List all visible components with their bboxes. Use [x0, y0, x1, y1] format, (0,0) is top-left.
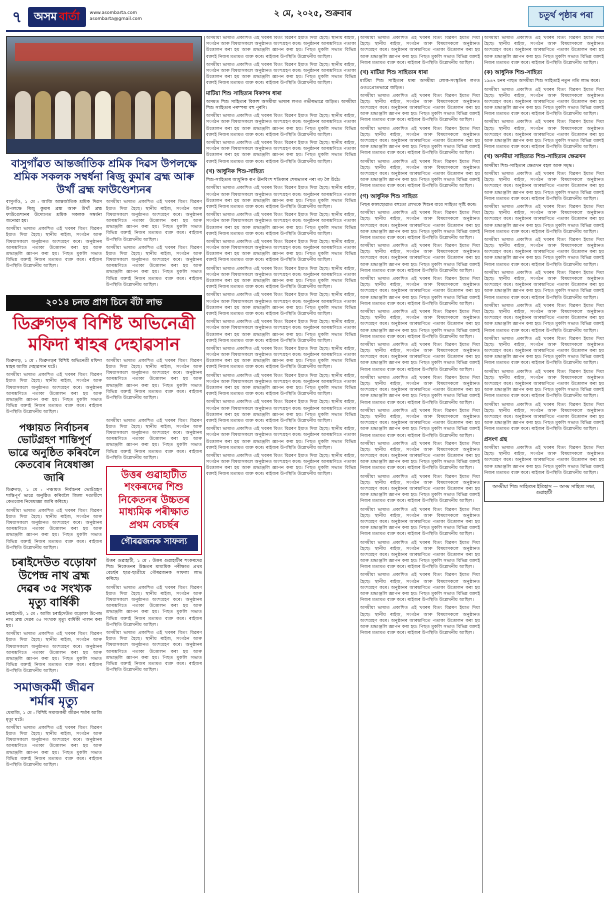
column-4: অসমীয়া ভাষাত প্ৰকাশিত এই খবৰৰ বিতং বিৱৰণ ইয়াত দিয়া হৈছে। স্থানীয় ৰাইজ, সংগঠন আৰু বিষয়াসকলে অনুষ্ঠানত অংশগ্ৰহণ কৰে। অনুষ্ঠানৰ আৰম্ভণিতে পতাকা উত্তোলন কৰা হয় আৰু শ্ৰদ্ধাঞ্জলি জ্ঞাপন কৰা হয়। পিছত মুকলি সভাত বিভিন্ন বক্তাই নিজৰ মতামত ব্যক্ত কৰে। ৰাইজৰ উপস্থিতি উল্লেখনীয় আছিল। (ক) আধুনিক শিশু-সাহিত্য ১৯৪৭ চনৰ পাছত অসমীয়া শিশু সাহিত্যই নতুন গতি লাভ কৰে। অসমীয়া ভাষাত প্ৰকাশিত এই খবৰৰ বিতং বিৱৰণ ইয়াত দিয়া হৈছে। স্থানীয় ৰাইজ, সংগঠন আৰু বিষয়াসকলে অনুষ্ঠানত অংশগ্ৰহণ কৰে। অনুষ্ঠানৰ আৰম্ভণিতে পতাকা উত্তোলন কৰা হয় আৰু শ্ৰদ্ধাঞ্জলি জ্ঞাপন কৰা হয়। পিছত মুকলি সভাত বিভিন্ন বক্তাই নিজৰ মতামত ব্যক্ত কৰে। ৰাইজৰ উপস্থিতি উল্লেখনীয় আছিল। অসমীয়া ভাষাত প্ৰকাশিত এই খবৰৰ বিতং বিৱৰণ ইয়াত দিয়া হৈছে। স্থানীয় ৰাইজ, সংগঠন আৰু বিষয়াসকলে অনুষ্ঠানত অংশগ্ৰহণ কৰে। অনুষ্ঠানৰ আৰম্ভণিতে পতাকা উত্তোলন কৰা হয় আৰু শ্ৰদ্ধাঞ্জলি জ্ঞাপন কৰা হয়। পিছত মুকলি সভাত বিভিন্ন বক্তাই নিজৰ মতামত ব্যক্ত কৰে। ৰাইজৰ উপস্থিতি উল্লেখনীয় আছিল। (খ) অসমীয়া সাহিত্যত শিশু-সাহিত্যৰ ক্ষেত্ৰখন অসমীয়া শিশু-সাহিত্যৰ ক্ষেত্ৰখন বহল আৰু সমৃদ্ধ। অসমীয়া ভাষাত প্ৰকাশিত এই খবৰৰ বিতং বিৱৰণ ইয়াত দিয়া হৈছে। স্থানীয় ৰাইজ, সংগঠন আৰু বিষয়াসকলে অনুষ্ঠানত অংশগ্ৰহণ কৰে। অনুষ্ঠানৰ আৰম্ভণিতে পতাকা উত্তোলন কৰা হয় আৰু শ্ৰদ্ধাঞ্জলি জ্ঞাপন কৰা হয়। পিছত মুকলি সভাত বিভিন্ন বক্তাই নিজৰ মতামত ব্যক্ত কৰে। ৰাইজৰ উপস্থিতি উল্লেখনীয় আছিল। অসমীয়া ভাষাত প্ৰকাশিত এই খবৰৰ বিতং বিৱৰণ ইয়াত দিয়া হৈছে। স্থানীয় ৰাইজ, সংগঠন আৰু বিষয়াসকলে অনুষ্ঠানত অংশগ্ৰহণ কৰে। অনুষ্ঠানৰ আৰম্ভণিতে পতাকা উত্তোলন কৰা হয় আৰু শ্ৰদ্ধাঞ্জলি জ্ঞাপন কৰা হয়। পিছত মুকলি সভাত বিভিন্ন বক্তাই নিজৰ মতামত ব্যক্ত কৰে। ৰাইজৰ উপস্থিতি উল্লেখনীয় আছিল। অসমীয়া ভাষাত প্ৰকাশিত এই খবৰৰ বিতং বিৱৰণ ইয়াত দিয়া হৈছে। স্থানীয় ৰাইজ, সংগঠন আৰু বিষয়াসকলে অনুষ্ঠানত অংশগ্ৰহণ কৰে। অনুষ্ঠানৰ আৰম্ভণিতে পতাকা উত্তোলন কৰা হয় আৰু শ্ৰদ্ধাঞ্জলি জ্ঞাপন কৰা হয়। পিছত মুকলি সভাত বিভিন্ন বক্তাই নিজৰ মতামত ব্যক্ত কৰে। ৰাইজৰ উপস্থিতি উল্লেখনীয় আছিল। অসমীয়া ভাষাত প্ৰকাশিত এই খবৰৰ বিতং বিৱৰণ ইয়াত দিয়া হৈছে। স্থানীয় ৰাইজ, সংগঠন আৰু বিষয়াসকলে অনুষ্ঠানত অংশগ্ৰহণ কৰে। অনুষ্ঠানৰ আৰম্ভণিতে পতাকা উত্তোলন কৰা হয় আৰু শ্ৰদ্ধাঞ্জলি জ্ঞাপন কৰা হয়। পিছত মুকলি সভাত বিভিন্ন বক্তাই নিজৰ মতামত ব্যক্ত কৰে। ৰাইজৰ উপস্থিতি উল্লেখনীয় আছিল। অসমীয়া ভাষাত প্ৰকাশিত এই খবৰৰ বিতং বিৱৰণ ইয়াত দিয়া হৈছে। স্থানীয় ৰাইজ, সংগঠন আৰু বিষয়াসকলে অনুষ্ঠানত অংশগ্ৰহণ কৰে। অনুষ্ঠানৰ আৰম্ভণিতে পতাকা উত্তোলন কৰা হয় আৰু শ্ৰদ্ধাঞ্জলি জ্ঞাপন কৰা হয়। পিছত মুকলি সভাত বিভিন্ন বক্তাই নিজৰ মতামত ব্যক্ত কৰে। ৰাইজৰ উপস্থিতি উল্লেখনীয় আছিল। অসমীয়া ভাষাত প্ৰকাশিত এই খবৰৰ বিতং বিৱৰণ ইয়াত দিয়া হৈছে। স্থানীয় ৰাইজ, সংগঠন আৰু বিষয়াসকলে অনুষ্ঠানত অংশগ্ৰহণ কৰে। অনুষ্ঠানৰ আৰম্ভণিতে পতাকা উত্তোলন কৰা হয় আৰু শ্ৰদ্ধাঞ্জলি জ্ঞাপন কৰা হয়। পিছত মুকলি সভাত বিভিন্ন বক্তাই নিজৰ মতামত ব্যক্ত কৰে। ৰাইজৰ উপস্থিতি উল্লেখনীয় আছিল। অসমীয়া ভাষাত প্ৰকাশিত এই খবৰৰ বিতং বিৱৰণ ইয়াত দিয়া হৈছে। স্থানীয় ৰাইজ, সংগঠন আৰু বিষয়াসকলে অনুষ্ঠানত অংশগ্ৰহণ কৰে। অনুষ্ঠানৰ আৰম্ভণিতে পতাকা উত্তোলন কৰা হয় আৰু শ্ৰদ্ধাঞ্জলি জ্ঞাপন কৰা হয়। পিছত মুকলি সভাত বিভিন্ন বক্তাই নিজৰ মতামত ব্যক্ত কৰে। ৰাইজৰ উপস্থিতি উল্লেখনীয় আছিল। অসমীয়া ভাষাত প্ৰকাশিত এই খবৰৰ বিতং বিৱৰণ ইয়াত দিয়া হৈছে। স্থানীয় ৰাইজ, সংগঠন আৰু বিষয়াসকলে অনুষ্ঠানত অংশগ্ৰহণ কৰে। অনুষ্ঠানৰ আৰম্ভণিতে পতাকা উত্তোলন কৰা হয় আৰু শ্ৰদ্ধাঞ্জলি জ্ঞাপন কৰা হয়। পিছত মুকলি সভাত বিভিন্ন বক্তাই নিজৰ মতামত ব্যক্ত কৰে। ৰাইজৰ উপস্থিতি উল্লেখনীয় আছিল। প্ৰসংগ গ্ৰন্থ অসমীয়া ভাষাত প্ৰকাশিত এই খবৰৰ বিতং বিৱৰণ ইয়াত দিয়া হৈছে। স্থানীয় ৰাইজ, সংগঠন আৰু বিষয়াসকলে অনুষ্ঠানত অংশগ্ৰহণ কৰে। অনুষ্ঠানৰ আৰম্ভণিতে পতাকা উত্তোলন কৰা হয় আৰু শ্ৰদ্ধাঞ্জলি জ্ঞাপন কৰা হয়। পিছত মুকলি সভাত বিভিন্ন বক্তাই নিজৰ মতামত ব্যক্ত কৰে। ৰাইজৰ উপস্থিতি উল্লেখনীয় আছিল। অসমীয়া শিশু সাহিত্যৰ ইতিহাস — অসম সাহিত্য সভা, গুৱাহাটী [484, 36, 604, 893]
col2-sub-heading: (খ) আধুনিক শিশু-সাহিত্য [206, 168, 264, 175]
col2-para2: শিশু-সাহিত্যৰ আধুনিক ৰূপ ঊনবিংশ শতিকাৰ শেষভাগৰ পৰা গঢ় লৈ উঠে। [206, 178, 341, 184]
school-result-headline: উত্তৰ গুৱাহাটীত শংকৰদেৱ শিশু নিকেতনৰ উচ্চতৰ মাধ্যমিক পৰীক্ষাত প্ৰথম বেচৰ্ছৰ [118, 469, 190, 531]
col3-para2: পিছৰ কালছোৱাত বহুতো লেখকে শিশুৰ বাবে সাহিত্য সৃষ্টি কৰে। [360, 202, 477, 208]
col3-section-heading: (খ) মাটিয়া শিশু সাহিত্যৰ ধাৰা [360, 69, 428, 76]
story1-lead: বাসুগাঁও, ১ মে : আজি আন্তৰ্জাতিক শ্ৰমিক দিৱস উপলক্ষে ৰিজু কুমাৰ ব্ৰহ্ম আৰু উৰ্খাঁ ব্ৰহ্ম ফাউণ্ডেশ্যনৰ উদ্যোগত শ্ৰমিক সকলক সম্বৰ্ধনা জনোৱা হয়। [6, 200, 102, 224]
social-worker-headline: সমাজকৰ্মী জীৱন শৰ্মাৰ মৃত্যু [14, 679, 94, 708]
references-heading: প্ৰসংগ গ্ৰন্থ [484, 436, 507, 443]
school-result-subhead: গৌৰৱজনক সাফল্য [110, 535, 198, 550]
reference-box: অসমীয়া শিশু সাহিত্যৰ ইতিহাস — অসম সাহিত্য সভা, গুৱাহাটী [484, 481, 604, 502]
column-2: অসমীয়া ভাষাত প্ৰকাশিত এই খবৰৰ বিতং বিৱৰণ ইয়াত দিয়া হৈছে। স্থানীয় ৰাইজ, সংগঠন আৰু বিষয়াসকলে অনুষ্ঠানত অংশগ্ৰহণ কৰে। অনুষ্ঠানৰ আৰম্ভণিতে পতাকা উত্তোলন কৰা হয় আৰু শ্ৰদ্ধাঞ্জলি জ্ঞাপন কৰা হয়। পিছত মুকলি সভাত বিভিন্ন বক্তাই নিজৰ মতামত ব্যক্ত কৰে। ৰাইজৰ উপস্থিতি উল্লেখনীয় আছিল। অসমীয়া ভাষাত প্ৰকাশিত এই খবৰৰ বিতং বিৱৰণ ইয়াত দিয়া হৈছে। স্থানীয় ৰাইজ, সংগঠন আৰু বিষয়াসকলে অনুষ্ঠানত অংশগ্ৰহণ কৰে। অনুষ্ঠানৰ আৰম্ভণিতে পতাকা উত্তোলন কৰা হয় আৰু শ্ৰদ্ধাঞ্জলি জ্ঞাপন কৰা হয়। পিছত মুকলি সভাত বিভিন্ন বক্তাই নিজৰ মতামত ব্যক্ত কৰে। ৰাইজৰ উপস্থিতি উল্লেখনীয় আছিল। মাটিয়া শিশু সাহিত্যৰ বিকাশৰ ধাৰা অসমত শিশু সাহিত্যৰ বিকাশ অসমীয়া ভাষাৰ লগত গভীৰভাৱে জড়িত। অসমীয়া শিশু সাহিত্যৰ পৰম্পৰা বহু পুৰণি। অসমীয়া ভাষাত প্ৰকাশিত এই খবৰৰ বিতং বিৱৰণ ইয়াত দিয়া হৈছে। স্থানীয় ৰাইজ, সংগঠন আৰু বিষয়াসকলে অনুষ্ঠানত অংশগ্ৰহণ কৰে। অনুষ্ঠানৰ আৰম্ভণিতে পতাকা উত্তোলন কৰা হয় আৰু শ্ৰদ্ধাঞ্জলি জ্ঞাপন কৰা হয়। পিছত মুকলি সভাত বিভিন্ন বক্তাই নিজৰ মতামত ব্যক্ত কৰে। ৰাইজৰ উপস্থিতি উল্লেখনীয় আছিল। অসমীয়া ভাষাত প্ৰকাশিত এই খবৰৰ বিতং বিৱৰণ ইয়াত দিয়া হৈছে। স্থানীয় ৰাইজ, সংগঠন আৰু বিষয়াসকলে অনুষ্ঠানত অংশগ্ৰহণ কৰে। অনুষ্ঠানৰ আৰম্ভণিতে পতাকা উত্তোলন কৰা হয় আৰু শ্ৰদ্ধাঞ্জলি জ্ঞাপন কৰা হয়। পিছত মুকলি সভাত বিভিন্ন বক্তাই নিজৰ মতামত ব্যক্ত কৰে। ৰাইজৰ উপস্থিতি উল্লেখনীয় আছিল। (খ) আধুনিক শিশু-সাহিত্য শিশু-সাহিত্যৰ আধুনিক ৰূপ ঊনবিংশ শতিকাৰ শেষভাগৰ পৰা গঢ় লৈ উঠে। অসমীয়া ভাষাত প্ৰকাশিত এই খবৰৰ বিতং বিৱৰণ ইয়াত দিয়া হৈছে। স্থানীয় ৰাইজ, সংগঠন আৰু বিষয়াসকলে অনুষ্ঠানত অংশগ্ৰহণ কৰে। অনুষ্ঠানৰ আৰম্ভণিতে পতাকা উত্তোলন কৰা হয় আৰু শ্ৰদ্ধাঞ্জলি জ্ঞাপন কৰা হয়। পিছত মুকলি সভাত বিভিন্ন বক্তাই নিজৰ মতামত ব্যক্ত কৰে। ৰাইজৰ উপস্থিতি উল্লেখনীয় আছিল। অসমীয়া ভাষাত প্ৰকাশিত এই খবৰৰ বিতং বিৱৰণ ইয়াত দিয়া হৈছে। স্থানীয় ৰাইজ, সংগঠন আৰু বিষয়াসকলে অনুষ্ঠানত অংশগ্ৰহণ কৰে। অনুষ্ঠানৰ আৰম্ভণিতে পতাকা উত্তোলন কৰা হয় আৰু শ্ৰদ্ধাঞ্জলি জ্ঞাপন কৰা হয়। পিছত মুকলি সভাত বিভিন্ন বক্তাই নিজৰ মতামত ব্যক্ত কৰে। ৰাইজৰ উপস্থিতি উল্লেখনীয় আছিল। অসমীয়া ভাষাত প্ৰকাশিত এই খবৰৰ বিতং বিৱৰণ ইয়াত দিয়া হৈছে। স্থানীয় ৰাইজ, সংগঠন আৰু বিষয়াসকলে অনুষ্ঠানত অংশগ্ৰহণ কৰে। অনুষ্ঠানৰ আৰম্ভণিতে পতাকা উত্তোলন কৰা হয় আৰু শ্ৰদ্ধাঞ্জলি জ্ঞাপন কৰা হয়। পিছত মুকলি সভাত বিভিন্ন বক্তাই নিজৰ মতামত ব্যক্ত কৰে। ৰাইজৰ উপস্থিতি উল্লেখনীয় আছিল। অসমীয়া ভাষাত প্ৰকাশিত এই খবৰৰ বিতং বিৱৰণ ইয়াত দিয়া হৈছে। স্থানীয় ৰাইজ, সংগঠন আৰু বিষয়াসকলে অনুষ্ঠানত অংশগ্ৰহণ কৰে। অনুষ্ঠানৰ আৰম্ভণিতে পতাকা উত্তোলন কৰা হয় আৰু শ্ৰদ্ধাঞ্জলি জ্ঞাপন কৰা হয়। পিছত মুকলি সভাত বিভিন্ন বক্তাই নিজৰ মতামত ব্যক্ত কৰে। ৰাইজৰ উপস্থিতি উল্লেখনীয় আছিল। অসমীয়া ভাষাত প্ৰকাশিত এই খবৰৰ বিতং বিৱৰণ ইয়াত দিয়া হৈছে। স্থানীয় ৰাইজ, সংগঠন আৰু বিষয়াসকলে অনুষ্ঠানত অংশগ্ৰহণ কৰে। অনুষ্ঠানৰ আৰম্ভণিতে পতাকা উত্তোলন কৰা হয় আৰু শ্ৰদ্ধাঞ্জলি জ্ঞাপন কৰা হয়। পিছত মুকলি সভাত বিভিন্ন বক্তাই নিজৰ মতামত ব্যক্ত কৰে। ৰাইজৰ উপস্থিতি উল্লেখনীয় আছিল। অসমীয়া ভাষাত প্ৰকাশিত এই খবৰৰ বিতং বিৱৰণ ইয়াত দিয়া হৈছে। স্থানীয় ৰাইজ, সংগঠন আৰু বিষয়াসকলে অনুষ্ঠানত অংশগ্ৰহণ কৰে। অনুষ্ঠানৰ আৰম্ভণিতে পতাকা উত্তোলন কৰা হয় আৰু শ্ৰদ্ধাঞ্জলি জ্ঞাপন কৰা হয়। পিছত মুকলি সভাত বিভিন্ন বক্তাই নিজৰ মতামত ব্যক্ত কৰে। ৰাইজৰ উপস্থিতি উল্লেখনীয় আছিল। অসমীয়া ভাষাত প্ৰকাশিত এই খবৰৰ বিতং বিৱৰণ ইয়াত দিয়া হৈছে। স্থানীয় ৰাইজ, সংগঠন আৰু বিষয়াসকলে অনুষ্ঠানত অংশগ্ৰহণ কৰে। অনুষ্ঠানৰ আৰম্ভণিতে পতাকা উত্তোলন কৰা হয় আৰু শ্ৰদ্ধাঞ্জলি জ্ঞাপন কৰা হয়। পিছত মুকলি সভাত বিভিন্ন বক্তাই নিজৰ মতামত ব্যক্ত কৰে। ৰাইজৰ উপস্থিতি উল্লেখনীয় আছিল। অসমীয়া ভাষাত প্ৰকাশিত এই খবৰৰ বিতং বিৱৰণ ইয়াত দিয়া হৈছে। স্থানীয় ৰাইজ, সংগঠন আৰু বিষয়াসকলে অনুষ্ঠানত অংশগ্ৰহণ কৰে। অনুষ্ঠানৰ আৰম্ভণিতে পতাকা উত্তোলন কৰা হয় আৰু শ্ৰদ্ধাঞ্জলি জ্ঞাপন কৰা হয়। পিছত মুকলি সভাত বিভিন্ন বক্তাই নিজৰ মতামত ব্যক্ত কৰে। ৰাইজৰ উপস্থিতি উল্লেখনীয় আছিল। অসমীয়া ভাষাত প্ৰকাশিত এই খবৰৰ বিতং বিৱৰণ ইয়াত দিয়া হৈছে। স্থানীয় ৰাইজ, সংগঠন আৰু বিষয়াসকলে অনুষ্ঠানত অংশগ্ৰহণ কৰে। অনুষ্ঠানৰ আৰম্ভণিতে পতাকা উত্তোলন কৰা হয় আৰু শ্ৰদ্ধাঞ্জলি জ্ঞাপন কৰা হয়। পিছত মুকলি সভাত বিভিন্ন বক্তাই নিজৰ মতামত ব্যক্ত কৰে। ৰাইজৰ উপস্থিতি উল্লেখনীয় আছিল। অসমীয়া ভাষাত প্ৰকাশিত এই খবৰৰ বিতং বিৱৰণ ইয়াত দিয়া হৈছে। স্থানীয় ৰাইজ, সংগঠন আৰু বিষয়াসকলে অনুষ্ঠানত অংশগ্ৰহণ কৰে। অনুষ্ঠানৰ আৰম্ভণিতে পতাকা উত্তোলন কৰা হয় আৰু শ্ৰদ্ধাঞ্জলি জ্ঞাপন কৰা হয়। পিছত মুকলি সভাত বিভিন্ন বক্তাই নিজৰ মতামত ব্যক্ত কৰে। ৰাইজৰ উপস্থিতি উল্লেখনীয় আছিল। অসমীয়া ভাষাত প্ৰকাশিত এই খবৰৰ বিতং বিৱৰণ ইয়াত দিয়া হৈছে। স্থানীয় ৰাইজ, সংগঠন আৰু বিষয়াসকলে অনুষ্ঠানত অংশগ্ৰহণ কৰে। অনুষ্ঠানৰ আৰম্ভণিতে পতাকা উত্তোলন কৰা হয় আৰু শ্ৰদ্ধাঞ্জলি জ্ঞাপন কৰা হয়। পিছত মুকলি সভাত বিভিন্ন বক্তাই নিজৰ মতামত ব্যক্ত কৰে। ৰাইজৰ উপস্থিতি উল্লেখনীয় আছিল। [206, 36, 356, 478]
header-date: ২ মে, ২০২৫, শুক্ৰবাৰ [274, 9, 352, 19]
photo-banner [15, 43, 193, 61]
col2-section-heading: মাটিয়া শিশু সাহিত্যৰ বিকাশৰ ধাৰা [206, 90, 282, 97]
col3-sub-heading: (গ) আধুনিক শিশু সাহিত্য [360, 193, 418, 200]
anniversary-headline: চৰাইদেউত বড়োফা উপেন্দ্ৰ নাথ ব্ৰহ্ম দেৱৰ ৩৫ সংখ্যক মৃত্যু বাৰ্ষিকী [11, 555, 97, 609]
school-result-box [106, 466, 202, 555]
obituary-headline: ডিব্ৰুগড়ৰ বিশিষ্ট অভিনেত্ৰী মফিদা শ্বাহৰ দেহাৱসান [12, 314, 196, 355]
col4-sub-heading: (খ) অসমীয়া সাহিত্যত শিশু-সাহিত্যৰ ক্ষেত্ৰখন [484, 154, 586, 161]
header-urls: www.asombarta.com asombarta@gmail.com [89, 10, 142, 22]
news-photo [6, 36, 202, 154]
header-rule [6, 30, 604, 32]
column-1: বাসুগাঁৱত আন্তৰ্জাতিক শ্ৰমিক দিৱস উপলক্ষে শ্ৰমিক সকলক সম্বৰ্ধনা ৰিজু কুমাৰ ব্ৰহ্ম আৰু উৰ্খাঁ ব্ৰহ্ম ফাউণ্ডেশ্যনৰ বাসুগাঁও, ১ মে : আজি আন্তৰ্জাতিক শ্ৰমিক দিৱস উপলক্ষে ৰিজু কুমাৰ ব্ৰহ্ম আৰু উৰ্খাঁ ব্ৰহ্ম ফাউণ্ডেশ্যনৰ উদ্যোগত শ্ৰমিক সকলক সম্বৰ্ধনা জনোৱা হয়। অসমীয়া ভাষাত প্ৰকাশিত এই খবৰৰ বিতং বিৱৰণ ইয়াত দিয়া হৈছে। স্থানীয় ৰাইজ, সংগঠন আৰু বিষয়াসকলে অনুষ্ঠানত অংশগ্ৰহণ কৰে। অনুষ্ঠানৰ আৰম্ভণিতে পতাকা উত্তোলন কৰা হয় আৰু শ্ৰদ্ধাঞ্জলি জ্ঞাপন কৰা হয়। পিছত মুকলি সভাত বিভিন্ন বক্তাই নিজৰ মতামত ব্যক্ত কৰে। ৰাইজৰ উপস্থিতি উল্লেখনীয় আছিল। অসমীয়া ভাষাত প্ৰকাশিত এই খবৰৰ বিতং বিৱৰণ ইয়াত দিয়া হৈছে। স্থানীয় ৰাইজ, সংগঠন আৰু বিষয়াসকলে অনুষ্ঠানত অংশগ্ৰহণ কৰে। অনুষ্ঠানৰ আৰম্ভণিতে পতাকা উত্তোলন কৰা হয় আৰু শ্ৰদ্ধাঞ্জলি জ্ঞাপন কৰা হয়। পিছত মুকলি সভাত বিভিন্ন বক্তাই নিজৰ মতামত ব্যক্ত কৰে। ৰাইজৰ উপস্থিতি উল্লেখনীয় আছিল। অসমীয়া ভাষাত প্ৰকাশিত এই খবৰৰ বিতং বিৱৰণ ইয়াত দিয়া হৈছে। স্থানীয় ৰাইজ, সংগঠন আৰু বিষয়াসকলে অনুষ্ঠানত অংশগ্ৰহণ কৰে। অনুষ্ঠানৰ আৰম্ভণিতে পতাকা উত্তোলন কৰা হয় আৰু শ্ৰদ্ধাঞ্জলি জ্ঞাপন কৰা হয়। পিছত মুকলি সভাত বিভিন্ন বক্তাই নিজৰ মতামত ব্যক্ত কৰে। ৰাইজৰ উপস্থিতি উল্লেখনীয় আছিল। ২০১৪ চনত প্ৰাগ চিনে বঁটা লাভ ডিব্ৰুগড়ৰ বিশিষ্ট অভিনেত্ৰী মফিদা শ্বাহৰ দেহাৱসান ডিব্ৰুগড়, ১ মে : ডিব্ৰুগড়ৰ বিশিষ্ট অভিনেত্ৰী মফিদা শ্বাহৰ আজি দেহাৱসান ঘটে। অসমীয়া ভাষাত প্ৰকাশিত এই খবৰৰ বিতং বিৱৰণ ইয়াত দিয়া হৈছে। স্থানীয় ৰাইজ, সংগঠন আৰু বিষয়াসকলে অনুষ্ঠানত অংশগ্ৰহণ কৰে। অনুষ্ঠানৰ আৰম্ভণিতে পতাকা উত্তোলন কৰা হয় আৰু শ্ৰদ্ধাঞ্জলি জ্ঞাপন কৰা হয়। পিছত মুকলি সভাত বিভিন্ন বক্তাই নিজৰ মতামত ব্যক্ত কৰে। ৰাইজৰ উপস্থিতি উল্লেখনীয় আছিল। অসমীয়া ভাষাত প্ৰকাশিত এই খবৰৰ বিতং বিৱৰণ ইয়াত দিয়া হৈছে। স্থানীয় ৰাইজ, সংগঠন আৰু বিষয়াসকলে অনুষ্ঠানত অংশগ্ৰহণ কৰে। অনুষ্ঠানৰ আৰম্ভণিতে পতাকা উত্তোলন কৰা হয় আৰু শ্ৰদ্ধাঞ্জলি জ্ঞাপন কৰা হয়। পিছত মুকলি সভাত বিভিন্ন বক্তাই নিজৰ মতামত ব্যক্ত কৰে। ৰাইজৰ উপস্থিতি উল্লেখনীয় আছিল। পঞ্চায়ত নিৰ্বাচনৰ ভোটগ্ৰহণ শান্তিপূৰ্ণ ভাৱে অনুষ্ঠিত কৰিবলৈ কেতবোৰ নিষেধাজ্ঞা জাৰি ডিব্ৰুগড়, ১ মে : পঞ্চায়ত নিৰ্বাচনৰ ভোটগ্ৰহণ শান্তিপূৰ্ণ ভাৱে অনুষ্ঠিত কৰিবলৈ জিলা দণ্ডাধীশে কেতবোৰ নিষেধাজ্ঞা জাৰি কৰিছে। অসমীয়া ভাষাত প্ৰকাশিত এই খবৰৰ বিতং বিৱৰণ ইয়াত দিয়া হৈছে। স্থানীয় ৰাইজ, সংগঠন আৰু বিষয়াসকলে অনুষ্ঠানত অংশগ্ৰহণ কৰে। অনুষ্ঠানৰ আৰম্ভণিতে পতাকা উত্তোলন কৰা হয় আৰু শ্ৰদ্ধাঞ্জলি জ্ঞাপন কৰা হয়। পিছত মুকলি সভাত বিভিন্ন বক্তাই নিজৰ মতামত ব্যক্ত কৰে। ৰাইজৰ উপস্থিতি উল্লেখনীয় আছিল। চৰাইদেউত বড়োফা উপেন্দ্ৰ নাথ ব্ৰহ্ম দেৱৰ ৩৫ সংখ্যক মৃত্যু বাৰ্ষিকী চৰাইদেউ, ১ মে : আজি চৰাইদেউত বড়োফা উপেন্দ্ৰ নাথ ব্ৰহ্ম দেৱৰ ৩৫ সংখ্যক মৃত্যু বাৰ্ষিকী পালন কৰা হয়। অসমীয়া ভাষাত প্ৰকাশিত এই খবৰৰ বিতং বিৱৰণ ইয়াত দিয়া হৈছে। স্থানীয় ৰাইজ, সংগঠন আৰু বিষয়াসকলে অনুষ্ঠানত অংশগ্ৰহণ কৰে। অনুষ্ঠানৰ আৰম্ভণিতে পতাকা উত্তোলন কৰা হয় আৰু শ্ৰদ্ধাঞ্জলি জ্ঞাপন কৰা হয়। পিছত মুকলি সভাত বিভিন্ন বক্তাই নিজৰ মতামত ব্যক্ত কৰে। ৰাইজৰ উপস্থিতি উল্লেখনীয় আছিল। সমাজকৰ্মী জীৱন শৰ্মাৰ মৃত্যু ধেমাজি, ১ মে : বিশিষ্ট সমাজকৰ্মী জীৱন শৰ্মাৰ আজি মৃত্যু ঘটে। অসমীয়া ভাষাত প্ৰকাশিত এই খবৰৰ বিতং বিৱৰণ ইয়াত দিয়া হৈছে। স্থানীয় ৰাইজ, সংগঠন আৰু বিষয়াসকলে অনুষ্ঠানত অংশগ্ৰহণ কৰে। অনুষ্ঠানৰ আৰম্ভণিতে পতাকা উত্তোলন কৰা হয় আৰু শ্ৰদ্ধাঞ্জলি জ্ঞাপন কৰা হয়। পিছত মুকলি সভাত বিভিন্ন বক্তাই নিজৰ মতামত ব্যক্ত কৰে। ৰাইজৰ উপস্থিতি উল্লেখনীয় আছিল। অসমীয়া ভাষাত প্ৰকাশিত এই খবৰৰ বিতং বিৱৰণ ইয়াত দিয়া হৈছে। স্থানীয় ৰাইজ, সংগঠন আৰু বিষয়াসকলে অনুষ্ঠানত অংশগ্ৰহণ কৰে। অনুষ্ঠানৰ আৰম্ভণিতে পতাকা উত্তোলন কৰা হয় আৰু শ্ৰদ্ধাঞ্জলি জ্ঞাপন কৰা হয়। পিছত মুকলি সভাত বিভিন্ন বক্তাই নিজৰ মতামত ব্যক্ত কৰে। ৰাইজৰ উপস্থিতি উল্লেখনীয় আছিল। উত্তৰ গুৱাহাটীত শংকৰদেৱ শিশু নিকেতনৰ উচ্চতৰ মাধ্যমিক পৰীক্ষাত প্ৰথম বেচৰ্ছৰ গৌৰৱজনক সাফল্য উত্তৰ গুৱাহাটী, ১ মে : উত্তৰ গুৱাহাটীৰ শংকৰদেৱ শিশু নিকেতনৰ উচ্চতৰ মাধ্যমিক পৰীক্ষাত প্ৰথম বেচৰ্ছৰ ছাত্ৰ-ছাত্ৰীয়ে গৌৰৱজনক সাফল্য লাভ কৰিছে। অসমীয়া ভাষাত প্ৰকাশিত এই খবৰৰ বিতং বিৱৰণ ইয়াত দিয়া হৈছে। স্থানীয় ৰাইজ, সংগঠন আৰু বিষয়াসকলে অনুষ্ঠানত অংশগ্ৰহণ কৰে। অনুষ্ঠানৰ আৰম্ভণিতে পতাকা উত্তোলন কৰা হয় আৰু শ্ৰদ্ধাঞ্জলি জ্ঞাপন কৰা হয়। পিছত মুকলি সভাত বিভিন্ন বক্তাই নিজৰ মতামত ব্যক্ত কৰে। ৰাইজৰ উপস্থিতি উল্লেখনীয় আছিল। অসমীয়া ভাষাত প্ৰকাশিত এই খবৰৰ বিতং বিৱৰণ ইয়াত দিয়া হৈছে। স্থানীয় ৰাইজ, সংগঠন আৰু বিষয়াসকলে অনুষ্ঠানত অংশগ্ৰহণ কৰে। অনুষ্ঠানৰ আৰম্ভণিতে পতাকা উত্তোলন কৰা হয় আৰু শ্ৰদ্ধাঞ্জলি জ্ঞাপন কৰা হয়। পিছত মুকলি সভাত বিভিন্ন বক্তাই নিজৰ মতামত ব্যক্ত কৰে। ৰাইজৰ উপস্থিতি উল্লেখনীয় আছিল। [6, 36, 202, 893]
story1-headline: বাসুগাঁৱত আন্তৰ্জাতিক শ্ৰমিক দিৱস উপলক্ষে শ্ৰমিক সকলক সম্বৰ্ধনা ৰিজু কুমাৰ ব্ৰহ্ম আৰু উৰ্খাঁ ব্ৰহ্ম ফাউণ্ডেশ্যনৰ [11, 158, 197, 197]
col3-para1: মাটিয়া শিশু সাহিত্যৰ ধাৰা অসমীয়া লোক-সংস্কৃতিৰ লগত ওতঃপ্ৰোতভাৱে জড়িত। [360, 79, 480, 91]
column-3: অসমীয়া ভাষাত প্ৰকাশিত এই খবৰৰ বিতং বিৱৰণ ইয়াত দিয়া হৈছে। স্থানীয় ৰাইজ, সংগঠন আৰু বিষয়াসকলে অনুষ্ঠানত অংশগ্ৰহণ কৰে। অনুষ্ঠানৰ আৰম্ভণিতে পতাকা উত্তোলন কৰা হয় আৰু শ্ৰদ্ধাঞ্জলি জ্ঞাপন কৰা হয়। পিছত মুকলি সভাত বিভিন্ন বক্তাই নিজৰ মতামত ব্যক্ত কৰে। ৰাইজৰ উপস্থিতি উল্লেখনীয় আছিল। (খ) মাটিয়া শিশু সাহিত্যৰ ধাৰা মাটিয়া শিশু সাহিত্যৰ ধাৰা অসমীয়া লোক-সংস্কৃতিৰ লগত ওতঃপ্ৰোতভাৱে জড়িত। অসমীয়া ভাষাত প্ৰকাশিত এই খবৰৰ বিতং বিৱৰণ ইয়াত দিয়া হৈছে। স্থানীয় ৰাইজ, সংগঠন আৰু বিষয়াসকলে অনুষ্ঠানত অংশগ্ৰহণ কৰে। অনুষ্ঠানৰ আৰম্ভণিতে পতাকা উত্তোলন কৰা হয় আৰু শ্ৰদ্ধাঞ্জলি জ্ঞাপন কৰা হয়। পিছত মুকলি সভাত বিভিন্ন বক্তাই নিজৰ মতামত ব্যক্ত কৰে। ৰাইজৰ উপস্থিতি উল্লেখনীয় আছিল। অসমীয়া ভাষাত প্ৰকাশিত এই খবৰৰ বিতং বিৱৰণ ইয়াত দিয়া হৈছে। স্থানীয় ৰাইজ, সংগঠন আৰু বিষয়াসকলে অনুষ্ঠানত অংশগ্ৰহণ কৰে। অনুষ্ঠানৰ আৰম্ভণিতে পতাকা উত্তোলন কৰা হয় আৰু শ্ৰদ্ধাঞ্জলি জ্ঞাপন কৰা হয়। পিছত মুকলি সভাত বিভিন্ন বক্তাই নিজৰ মতামত ব্যক্ত কৰে। ৰাইজৰ উপস্থিতি উল্লেখনীয় আছিল। অসমীয়া ভাষাত প্ৰকাশিত এই খবৰৰ বিতং বিৱৰণ ইয়াত দিয়া হৈছে। স্থানীয় ৰাইজ, সংগঠন আৰু বিষয়াসকলে অনুষ্ঠানত অংশগ্ৰহণ কৰে। অনুষ্ঠানৰ আৰম্ভণিতে পতাকা উত্তোলন কৰা হয় আৰু শ্ৰদ্ধাঞ্জলি জ্ঞাপন কৰা হয়। পিছত মুকলি সভাত বিভিন্ন বক্তাই নিজৰ মতামত ব্যক্ত কৰে। ৰাইজৰ উপস্থিতি উল্লেখনীয় আছিল। (গ) আধুনিক শিশু সাহিত্য পিছৰ কালছোৱাত বহুতো লেখকে শিশুৰ বাবে সাহিত্য সৃষ্টি কৰে। অসমীয়া ভাষাত প্ৰকাশিত এই খবৰৰ বিতং বিৱৰণ ইয়াত দিয়া হৈছে। স্থানীয় ৰাইজ, সংগঠন আৰু বিষয়াসকলে অনুষ্ঠানত অংশগ্ৰহণ কৰে। অনুষ্ঠানৰ আৰম্ভণিতে পতাকা উত্তোলন কৰা হয় আৰু শ্ৰদ্ধাঞ্জলি জ্ঞাপন কৰা হয়। পিছত মুকলি সভাত বিভিন্ন বক্তাই নিজৰ মতামত ব্যক্ত কৰে। ৰাইজৰ উপস্থিতি উল্লেখনীয় আছিল। অসমীয়া ভাষাত প্ৰকাশিত এই খবৰৰ বিতং বিৱৰণ ইয়াত দিয়া হৈছে। স্থানীয় ৰাইজ, সংগঠন আৰু বিষয়াসকলে অনুষ্ঠানত অংশগ্ৰহণ কৰে। অনুষ্ঠানৰ আৰম্ভণিতে পতাকা উত্তোলন কৰা হয় আৰু শ্ৰদ্ধাঞ্জলি জ্ঞাপন কৰা হয়। পিছত মুকলি সভাত বিভিন্ন বক্তাই নিজৰ মতামত ব্যক্ত কৰে। ৰাইজৰ উপস্থিতি উল্লেখনীয় আছিল। অসমীয়া ভাষাত প্ৰকাশিত এই খবৰৰ বিতং বিৱৰণ ইয়াত দিয়া হৈছে। স্থানীয় ৰাইজ, সংগঠন আৰু বিষয়াসকলে অনুষ্ঠানত অংশগ্ৰহণ কৰে। অনুষ্ঠানৰ আৰম্ভণিতে পতাকা উত্তোলন কৰা হয় আৰু শ্ৰদ্ধাঞ্জলি জ্ঞাপন কৰা হয়। পিছত মুকলি সভাত বিভিন্ন বক্তাই নিজৰ মতামত ব্যক্ত কৰে। ৰাইজৰ উপস্থিতি উল্লেখনীয় আছিল। অসমীয়া ভাষাত প্ৰকাশিত এই খবৰৰ বিতং বিৱৰণ ইয়াত দিয়া হৈছে। স্থানীয় ৰাইজ, সংগঠন আৰু বিষয়াসকলে অনুষ্ঠানত অংশগ্ৰহণ কৰে। অনুষ্ঠানৰ আৰম্ভণিতে পতাকা উত্তোলন কৰা হয় আৰু শ্ৰদ্ধাঞ্জলি জ্ঞাপন কৰা হয়। পিছত মুকলি সভাত বিভিন্ন বক্তাই নিজৰ মতামত ব্যক্ত কৰে। ৰাইজৰ উপস্থিতি উল্লেখনীয় আছিল। অসমীয়া ভাষাত প্ৰকাশিত এই খবৰৰ বিতং বিৱৰণ ইয়াত দিয়া হৈছে। স্থানীয় ৰাইজ, সংগঠন আৰু বিষয়াসকলে অনুষ্ঠানত অংশগ্ৰহণ কৰে। অনুষ্ঠানৰ আৰম্ভণিতে পতাকা উত্তোলন কৰা হয় আৰু শ্ৰদ্ধাঞ্জলি জ্ঞাপন কৰা হয়। পিছত মুকলি সভাত বিভিন্ন বক্তাই নিজৰ মতামত ব্যক্ত কৰে। ৰাইজৰ উপস্থিতি উল্লেখনীয় আছিল। অসমীয়া ভাষাত প্ৰকাশিত এই খবৰৰ বিতং বিৱৰণ ইয়াত দিয়া হৈছে। স্থানীয় ৰাইজ, সংগঠন আৰু বিষয়াসকলে অনুষ্ঠানত অংশগ্ৰহণ কৰে। অনুষ্ঠানৰ আৰম্ভণিতে পতাকা উত্তোলন কৰা হয় আৰু শ্ৰদ্ধাঞ্জলি জ্ঞাপন কৰা হয়। পিছত মুকলি সভাত বিভিন্ন বক্তাই নিজৰ মতামত ব্যক্ত কৰে। ৰাইজৰ উপস্থিতি উল্লেখনীয় আছিল। অসমীয়া ভাষাত প্ৰকাশিত এই খবৰৰ বিতং বিৱৰণ ইয়াত দিয়া হৈছে। স্থানীয় ৰাইজ, সংগঠন আৰু বিষয়াসকলে অনুষ্ঠানত অংশগ্ৰহণ কৰে। অনুষ্ঠানৰ আৰম্ভণিতে পতাকা উত্তোলন কৰা হয় আৰু শ্ৰদ্ধাঞ্জলি জ্ঞাপন কৰা হয়। পিছত মুকলি সভাত বিভিন্ন বক্তাই নিজৰ মতামত ব্যক্ত কৰে। ৰাইজৰ উপস্থিতি উল্লেখনীয় আছিল। অসমীয়া ভাষাত প্ৰকাশিত এই খবৰৰ বিতং বিৱৰণ ইয়াত দিয়া হৈছে। স্থানীয় ৰাইজ, সংগঠন আৰু বিষয়াসকলে অনুষ্ঠানত অংশগ্ৰহণ কৰে। অনুষ্ঠানৰ আৰম্ভণিতে পতাকা উত্তোলন কৰা হয় আৰু শ্ৰদ্ধাঞ্জলি জ্ঞাপন কৰা হয়। পিছত মুকলি সভাত বিভিন্ন বক্তাই নিজৰ মতামত ব্যক্ত কৰে। ৰাইজৰ উপস্থিতি উল্লেখনীয় আছিল। অসমীয়া ভাষাত প্ৰকাশিত এই খবৰৰ বিতং বিৱৰণ ইয়াত দিয়া হৈছে। স্থানীয় ৰাইজ, সংগঠন আৰু বিষয়াসকলে অনুষ্ঠানত অংশগ্ৰহণ কৰে। অনুষ্ঠানৰ আৰম্ভণিতে পতাকা উত্তোলন কৰা হয় আৰু শ্ৰদ্ধাঞ্জলি জ্ঞাপন কৰা হয়। পিছত মুকলি সভাত বিভিন্ন বক্তাই নিজৰ মতামত ব্যক্ত কৰে। ৰাইজৰ উপস্থিতি উল্লেখনীয় আছিল। অসমীয়া ভাষাত প্ৰকাশিত এই খবৰৰ বিতং বিৱৰণ ইয়াত দিয়া হৈছে। স্থানীয় ৰাইজ, সংগঠন আৰু বিষয়াসকলে অনুষ্ঠানত অংশগ্ৰহণ কৰে। অনুষ্ঠানৰ আৰম্ভণিতে পতাকা উত্তোলন কৰা হয় আৰু শ্ৰদ্ধাঞ্জলি জ্ঞাপন কৰা হয়। পিছত মুকলি সভাত বিভিন্ন বক্তাই নিজৰ মতামত ব্যক্ত কৰে। ৰাইজৰ উপস্থিতি উল্লেখনীয় আছিল। অসমীয়া ভাষাত প্ৰকাশিত এই খবৰৰ বিতং বিৱৰণ ইয়াত দিয়া হৈছে। স্থানীয় ৰাইজ, সংগঠন আৰু বিষয়াসকলে অনুষ্ঠানত অংশগ্ৰহণ কৰে। অনুষ্ঠানৰ আৰম্ভণিতে পতাকা উত্তোলন কৰা হয় আৰু শ্ৰদ্ধাঞ্জলি জ্ঞাপন কৰা হয়। পিছত মুকলি সভাত বিভিন্ন বক্তাই নিজৰ মতামত ব্যক্ত কৰে। ৰাইজৰ উপস্থিতি উল্লেখনীয় আছিল। অসমীয়া ভাষাত প্ৰকাশিত এই খবৰৰ বিতং বিৱৰণ ইয়াত দিয়া হৈছে। স্থানীয় ৰাইজ, সংগঠন আৰু বিষয়াসকলে অনুষ্ঠানত অংশগ্ৰহণ কৰে। অনুষ্ঠানৰ আৰম্ভণিতে পতাকা উত্তোলন কৰা হয় আৰু শ্ৰদ্ধাঞ্জলি জ্ঞাপন কৰা হয়। পিছত মুকলি সভাত বিভিন্ন বক্তাই নিজৰ মতামত ব্যক্ত কৰে। ৰাইজৰ উপস্থিতি উল্লেখনীয় আছিল। অসমীয়া ভাষাত প্ৰকাশিত এই খবৰৰ বিতং বিৱৰণ ইয়াত দিয়া হৈছে। স্থানীয় ৰাইজ, সংগঠন আৰু বিষয়াসকলে অনুষ্ঠানত অংশগ্ৰহণ কৰে। অনুষ্ঠানৰ আৰম্ভণিতে পতাকা উত্তোলন কৰা হয় আৰু শ্ৰদ্ধাঞ্জলি জ্ঞাপন কৰা হয়। পিছত মুকলি সভাত বিভিন্ন বক্তাই নিজৰ মতামত ব্যক্ত কৰে। ৰাইজৰ উপস্থিতি উল্লেখনীয় আছিল। [360, 36, 480, 637]
election-lead: ডিব্ৰুগড়, ১ মে : পঞ্চায়ত নিৰ্বাচনৰ ভোটগ্ৰহণ শান্তিপূৰ্ণ ভাৱে অনুষ্ঠিত কৰিবলৈ জিলা দণ্ডাধীশে কেতবোৰ নিষেধাজ্ঞা জাৰি কৰিছে। [6, 488, 102, 506]
masthead-logo: অসম বাৰ্তা [28, 7, 86, 27]
page-number: ৭ [12, 7, 22, 26]
social-worker-lead: ধেমাজি, ১ মে : বিশিষ্ট সমাজকৰ্মী জীৱন শৰ্মাৰ আজি মৃত্যু ঘটে। [6, 711, 102, 723]
section-label: চতুৰ্থ পৃষ্ঠাৰ পৰা [528, 6, 604, 27]
col2-para1: অসমত শিশু সাহিত্যৰ বিকাশ অসমীয়া ভাষাৰ লগত গভীৰভাৱে জড়িত। অসমীয়া শিশু সাহিত্যৰ পৰম্পৰা বহু পুৰণি। [206, 99, 356, 112]
election-headline: পঞ্চায়ত নিৰ্বাচনৰ ভোটগ্ৰহণ শান্তিপূৰ্ণ ভাৱে অনুষ্ঠিত কৰিবলৈ কেতবোৰ নিষেধাজ্ঞা জাৰি [8, 422, 100, 484]
anniversary-lead: চৰাইদেউ, ১ মে : আজি চৰাইদেউত বড়োফা উপেন্দ্ৰ নাথ ব্ৰহ্ম দেৱৰ ৩৫ সংখ্যক মৃত্যু বাৰ্ষিকী পালন কৰা হয়। [6, 611, 102, 630]
col4-section-heading: (ক) আধুনিক শিশু-সাহিত্য [484, 69, 543, 76]
column-divider [358, 36, 359, 893]
col4-para2: অসমীয়া শিশু-সাহিত্যৰ ক্ষেত্ৰখন বহল আৰু সমৃদ্ধ। [484, 163, 574, 169]
col4-para1: ১৯৪৭ চনৰ পাছত অসমীয়া শিশু সাহিত্যই নতুন গতি লাভ কৰে। [484, 79, 600, 85]
award-ribbon: ২০১৪ চনত প্ৰাগ চিনে বঁটা লাভ [6, 295, 202, 311]
obituary-lead: ডিব্ৰুগড়, ১ মে : ডিব্ৰুগড়ৰ বিশিষ্ট অভিনেত্ৰী মফিদা শ্বাহৰ আজি দেহাৱসান ঘটে। [6, 358, 102, 371]
page-header [6, 4, 604, 30]
column-divider [204, 36, 205, 893]
column-divider [482, 36, 483, 893]
school-result-lead: উত্তৰ গুৱাহাটী, ১ মে : উত্তৰ গুৱাহাটীৰ শংকৰদেৱ শিশু নিকেতনৰ উচ্চতৰ মাধ্যমিক পৰীক্ষাত প্ৰথম বেচৰ্ছৰ ছাত্ৰ-ছাত্ৰীয়ে গৌৰৱজনক সাফল্য লাভ কৰিছে। [106, 558, 202, 583]
